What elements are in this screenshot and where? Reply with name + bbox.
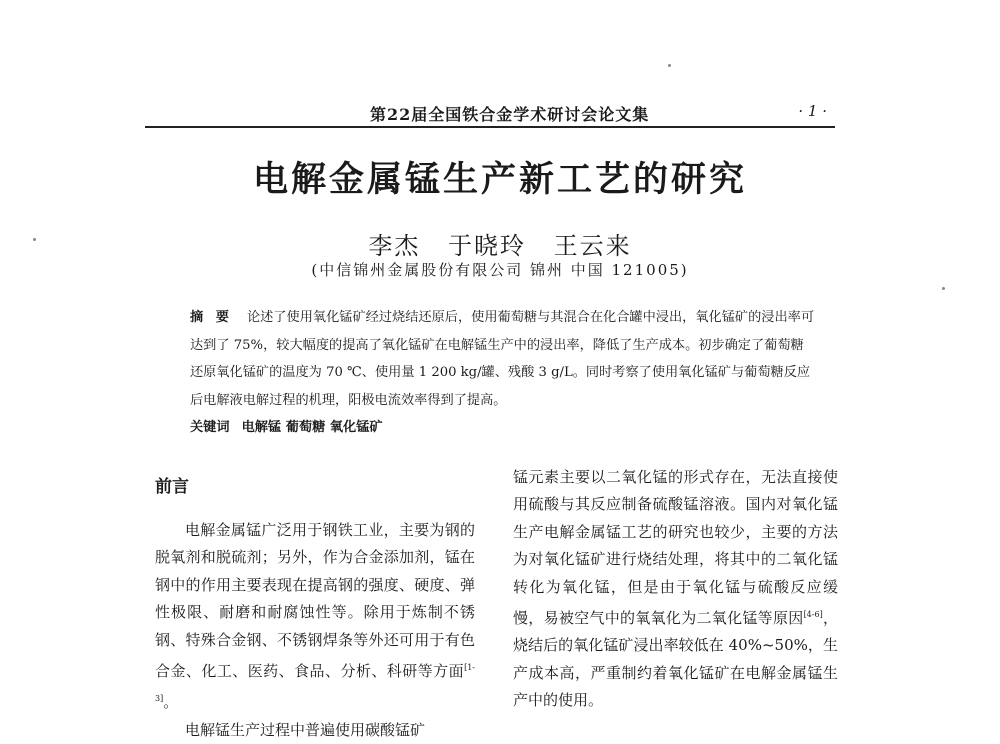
right-p1-end: ，烧结后的氧化锰矿浸出率较低在 40%~50%，生产成本高，严重制约着氧化锰矿在电解金属锰生产中的使用。 (513, 609, 838, 710)
intro-paragraph-1 (155, 517, 475, 717)
left-column (155, 517, 475, 744)
paper-authors: 李杰 于晓玲 王云来 (368, 232, 632, 260)
paper-title: 电解金属锰生产新工艺的研究 (252, 160, 747, 200)
section-heading-intro: 前言 (155, 477, 189, 497)
scan-speck (33, 238, 36, 241)
citation-ref: [1-3] (155, 663, 475, 704)
keywords-label: 关键词 (190, 420, 230, 435)
scan-speck (668, 64, 671, 67)
right-paragraph (513, 464, 838, 715)
keywords-line (190, 416, 815, 435)
abstract-label: 摘 要 (190, 310, 233, 325)
scan-speck (942, 287, 945, 290)
running-header (145, 100, 835, 128)
keywords-list: 电解锰 葡萄糖 氧化锰矿 (241, 420, 383, 435)
running-title: 第22届全国铁合金学术研讨会论文集 (370, 105, 650, 124)
right-p1-text: 锰元素主要以二氧化锰的形式存在，无法直接使用硫酸与其反应制备硫酸锰溶液。国内对氧化锰生产电解金属锰工艺的研究也较少，主要的方法为对氧化锰矿进行烧结处理，将其中的二氧化锰转化为氧化锰，但是由于氧化锰与硫酸反应缓慢，易被空气中的氧氧化为二氧化锰等原因 (513, 468, 838, 628)
abstract-text: 论述了使用氧化锰矿经过烧结还原后，使用葡萄糖与其混合在化合罐中浸出，氧化锰矿的浸出率可达到了 75%，较大幅度的提高了氧化锰矿在电解锰生产中的浸出率，降低了生产成本。初步确定了葡萄糖还原氧化锰矿的温度为 70 ℃、使用量 1 200 kg/罐、残酸 3 g/L。同时考察了使用氧化锰矿与葡萄糖反应后电解液电解过程的机理，阳极电流效率得到了提高。 (190, 310, 815, 408)
intro-p1-end: 。 (163, 693, 179, 712)
page-number: · 1 · (798, 102, 827, 120)
paper-affiliation: (中信锦州金属股份有限公司 锦州 中国 121005) (311, 261, 689, 279)
abstract (190, 304, 815, 414)
intro-p1-text: 电解金属锰广泛用于钢铁工业，主要为钢的脱氧剂和脱硫剂；另外，作为合金添加剂，锰在钢中的作用主要表现在提高钢的强度、硬度、弹性极限、耐磨和耐腐蚀性等。除用于炼制不锈钢、特殊合金钢、不锈钢焊条等外还可用于有色合金、化工、医药、食品、分析、科研等方面 (155, 521, 475, 681)
citation-ref-2: [4-6] (803, 610, 823, 620)
right-column (513, 464, 838, 715)
intro-paragraph-2: 电解锰生产过程中普遍使用碳酸锰矿 (185, 720, 426, 739)
